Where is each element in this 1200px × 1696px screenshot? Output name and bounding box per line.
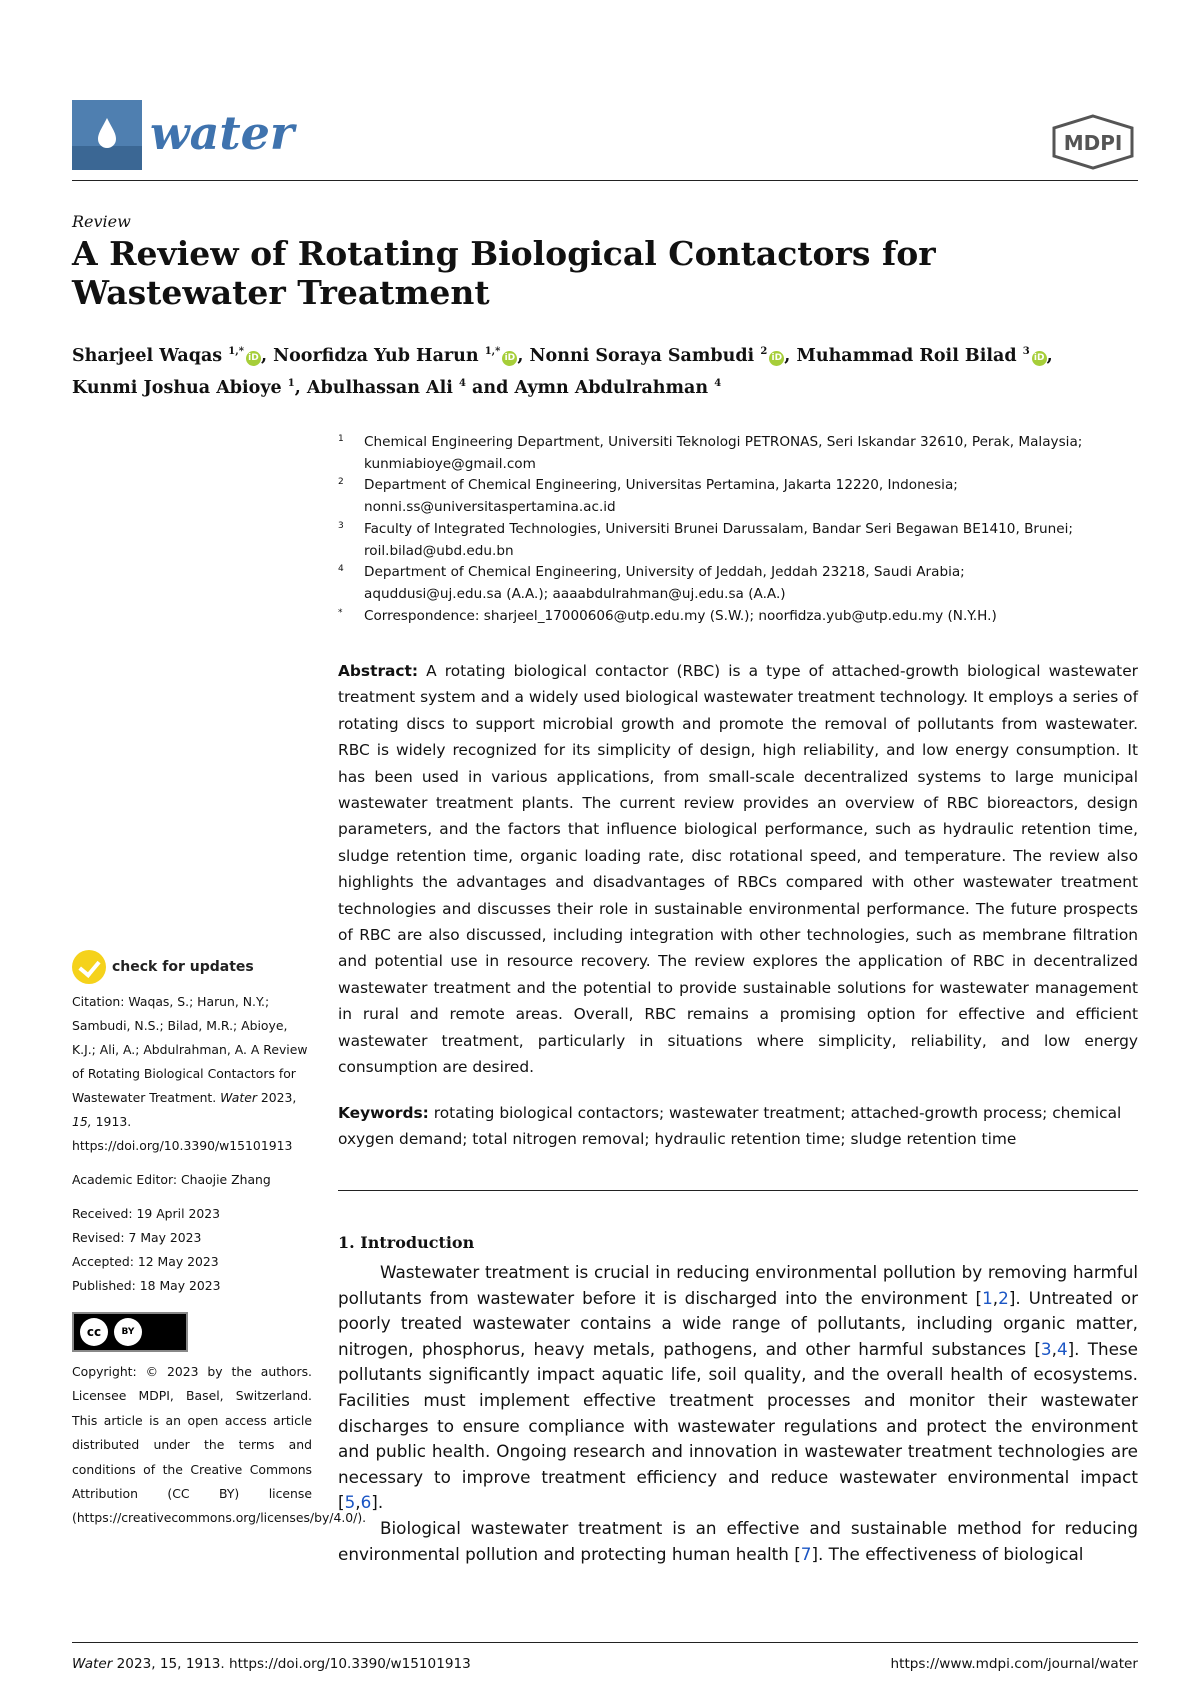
affiliation-item (338, 562, 1138, 605)
mdpi-logo-icon (1050, 114, 1136, 170)
footer-journal: Water (72, 1656, 113, 1672)
orcid-icon[interactable]: iD (502, 351, 517, 366)
author-name[interactable]: Sharjeel Waqas (72, 345, 223, 366)
correspondence-item (338, 606, 1138, 628)
affiliation-text: Chemical Engineering Department, Universiti Teknologi PETRONAS, Seri Iskandar 32610, Perak, Malaysia; (364, 434, 1083, 450)
author-affil-sup: 1 (287, 377, 295, 389)
received-date: Received: 19 April 2023 (72, 1206, 220, 1221)
orcid-icon[interactable]: iD (1032, 351, 1047, 366)
citation-link[interactable]: 7 (800, 1543, 812, 1564)
affiliation-item (338, 519, 1138, 562)
article-title (72, 234, 1072, 312)
author-name[interactable]: Aymn Abdulrahman (514, 377, 709, 398)
author-list (72, 338, 1138, 402)
affiliation-number: * (338, 607, 343, 618)
affiliation-number: 1 (338, 434, 344, 444)
title-line-2: Wastewater Treatment (72, 273, 490, 312)
affiliations (338, 432, 1138, 627)
citation-journal: Water (220, 1090, 257, 1105)
affiliation-item (338, 475, 1138, 518)
by-icon: BY (114, 1318, 142, 1346)
affiliation-number: 2 (338, 477, 344, 488)
author-affil-sup: 4 (714, 377, 722, 389)
authors-line-1: Sharjeel Waqas $^{1,*}$iD , Noorfidza Yub Harun $^{1,*}$iD , Nonni Soraya Sambudi $^2$iD , Muhammad Roil Bilad $^3$iD , (72, 345, 1053, 366)
citation-link[interactable]: 2 (998, 1287, 1009, 1308)
academic-editor: Academic Editor: Chaojie Zhang (72, 1172, 271, 1187)
citation-volume: 15, (72, 1114, 92, 1129)
published-date: Published: 18 May 2023 (72, 1278, 221, 1293)
affiliation-email[interactable]: aquddusi@uj.edu.sa (A.A.); aaaabdulrahman@uj.edu.sa (A.A.) (364, 585, 786, 602)
affiliation-text: Department of Chemical Engineering, Universitas Pertamina, Jakarta 12220, Indonesia; (364, 477, 958, 494)
affiliation-number: 3 (338, 520, 344, 531)
section-heading: 1. Introduction (338, 1233, 475, 1252)
citation-link[interactable]: 5 (344, 1492, 356, 1513)
keywords-label: Keywords: (338, 1104, 429, 1122)
author-name[interactable]: Muhammad Roil Bilad (796, 345, 1017, 366)
check-for-updates-button[interactable] (72, 950, 312, 984)
cc-by-license-icon[interactable] (72, 1312, 188, 1352)
orcid-icon[interactable]: iD (769, 351, 784, 366)
author-affil-sup: 4 (458, 377, 466, 389)
article-type: Review (72, 212, 131, 231)
author-affil-sup: 2 (760, 346, 768, 357)
paragraph: Biological wastewater treatment is an effective and sustainable method for reducing environmental pollution and protecting human health [7]. The effectiveness of biological (338, 1517, 1138, 1564)
header-rule (72, 180, 1138, 181)
affiliation-number: 4 (338, 564, 344, 575)
citation-text: Waqas, S.; Harun, N.Y.; Sambudi, N.S.; Bilad, M.R.; Abioye, K.J.; Ali, A.; Abdulrahman, A. A Review of Rotating Biological Contactors for Wastewater Treatment. (72, 994, 308, 1105)
accepted-date: Accepted: 12 May 2023 (72, 1254, 219, 1269)
citation-link[interactable]: 1 (982, 1287, 993, 1308)
check-icon (72, 950, 106, 984)
authors-line-2: Kunmi Joshua Abioye $^1$, Abulhassan Ali $^4$ and Aymn Abdulrahman $^4$ (72, 377, 722, 398)
revised-date: Revised: 7 May 2023 (72, 1230, 202, 1245)
keywords-text: rotating biological contactors; wastewater treatment; attached-growth process; chemical oxygen demand; total nitrogen removal; hydraulic retention time; sludge retention time (338, 1104, 1122, 1149)
affiliation-email[interactable]: kunmiabioye@gmail.com (364, 455, 536, 472)
introduction-body (338, 1260, 1138, 1567)
abstract-label: Abstract: (338, 662, 419, 680)
citation-link[interactable]: 6 (360, 1492, 372, 1513)
citation-label: Citation: (72, 994, 125, 1009)
affiliation-email[interactable]: roil.bilad@ubd.edu.bn (364, 542, 514, 559)
citation-link[interactable]: 3 (1040, 1338, 1052, 1359)
abstract (338, 658, 1138, 1081)
journal-logo-icon (72, 100, 142, 170)
author-name[interactable]: Noorfidza Yub Harun (273, 345, 479, 366)
mdpi-logo-text: MDPI (1063, 131, 1123, 155)
keywords (338, 1100, 1138, 1153)
author-affil-sup: 1,* (228, 346, 244, 357)
footer-citation (72, 1656, 471, 1672)
copyright-notice: Copyright: © 2023 by the authors. Licensee MDPI, Basel, Switzerland. This article is an open access article distributed under the terms and conditions of the Creative Commons Attribution (CC BY) license (https://creativecommons.org/licenses/by/4.0/). (72, 1364, 367, 1526)
paragraph: Wastewater treatment is crucial in reducing environmental pollution by removing harmful pollutants from wastewater before it is discharged into the environment [1,2]. Untreated or poorly treated wastewater contains a wide range of pollutants, including organic matter, nitrogen, phosphorus, heavy metals, pathogens, and other harmful substances [3,4]. These pollutants significantly impact aquatic life, soil quality, and the overall health of ecosystems. Facilities must implement effective treatment processes and monitor their wastewater discharges to ensure compliance with wastewater regulations and protect the environment and public health. Ongoing research and innovation in wastewater treatment technologies are necessary to improve treatment efficiency and reduce wastewater environmental impact [5,6]. (338, 1262, 1138, 1513)
citation-block (72, 990, 312, 1158)
author-affil-sup: 1,* (484, 346, 501, 357)
affiliation-email[interactable]: nonni.ss@universitaspertamina.ac.id (364, 499, 616, 516)
citation-link[interactable]: 4 (1056, 1338, 1068, 1359)
footer-rule (72, 1642, 1138, 1643)
author-name[interactable]: Kunmi Joshua Abioye (72, 377, 282, 398)
abstract-text: A rotating biological contactor (RBC) is a type of attached-growth biological wastewater treatment system and a widely used biological wastewater treatment technology. It employs a series of rotating discs to support microbial growth and promote the removal of pollutants from wastewater. RBC is widely recognized for its simplicity of design, high reliability, and low energy consumption. It has been used in various applications, from small-scale decentralized systems to large municipal wastewater treatment plants. The current review provides an overview of RBC bioreactors, design parameters, and the factors that influence biological performance, such as hydraulic retention time, sludge retention time, organic loading rate, disc rotational speed, and temperature. The review also highlights the advantages and disadvantages of RBCs compared with other wastewater treatment technologies and discusses their role in sustainable environmental performance. The future prospects of RBC are also discussed, including integration with other technologies, such as membrane filtration and potential use in resource recovery. The review explores the application of RBC in decentralized wastewater treatment and the potential to provide sustainable solutions for wastewater management in rural and remote areas. Overall, RBC remains a promising option for effective and efficient wastewater treatment, particularly in situations where simplicity, reliability, and low energy consumption are desired. (338, 662, 1138, 1077)
cc-icon: cc (80, 1318, 108, 1346)
footer-journal-url[interactable]: https://www.mdpi.com/journal/water (890, 1656, 1138, 1672)
affiliation-text: Department of Chemical Engineering, University of Jeddah, Jeddah 23218, Saudi Arabia; (364, 564, 965, 581)
water-drop-icon (72, 100, 142, 170)
journal-name: water (150, 106, 295, 160)
correspondence-text[interactable]: Correspondence: sharjeel_17000606@utp.edu.my (S.W.); noorfidza.yub@utp.edu.my (N.Y.H.) (364, 607, 997, 624)
check-for-updates-label: check for updates (112, 959, 254, 975)
citation-year: 2023, (260, 1090, 297, 1105)
author-name[interactable]: Nonni Soraya Sambudi (529, 345, 755, 366)
author-name[interactable]: Abulhassan Ali (306, 377, 453, 398)
affiliation-text: Faculty of Integrated Technologies, Universiti Brunei Darussalam, Bandar Seri Begawan BE1410, Brunei; (364, 520, 1073, 537)
sidebar (72, 950, 367, 1531)
citation-doi[interactable]: 1913. https://doi.org/10.3390/w15101913 (72, 1114, 293, 1153)
title-line-1: A Review of Rotating Biological Contactors for (72, 234, 936, 273)
author-affil-sup: 3 (1022, 346, 1030, 357)
dates-block (72, 1202, 312, 1298)
and-word: and (472, 377, 509, 398)
footer-doi[interactable]: 2023, 15, 1913. https://doi.org/10.3390/w15101913 (116, 1656, 471, 1672)
affiliation-item (338, 432, 1138, 475)
section-rule (338, 1190, 1138, 1191)
orcid-icon[interactable]: iD (246, 351, 261, 366)
